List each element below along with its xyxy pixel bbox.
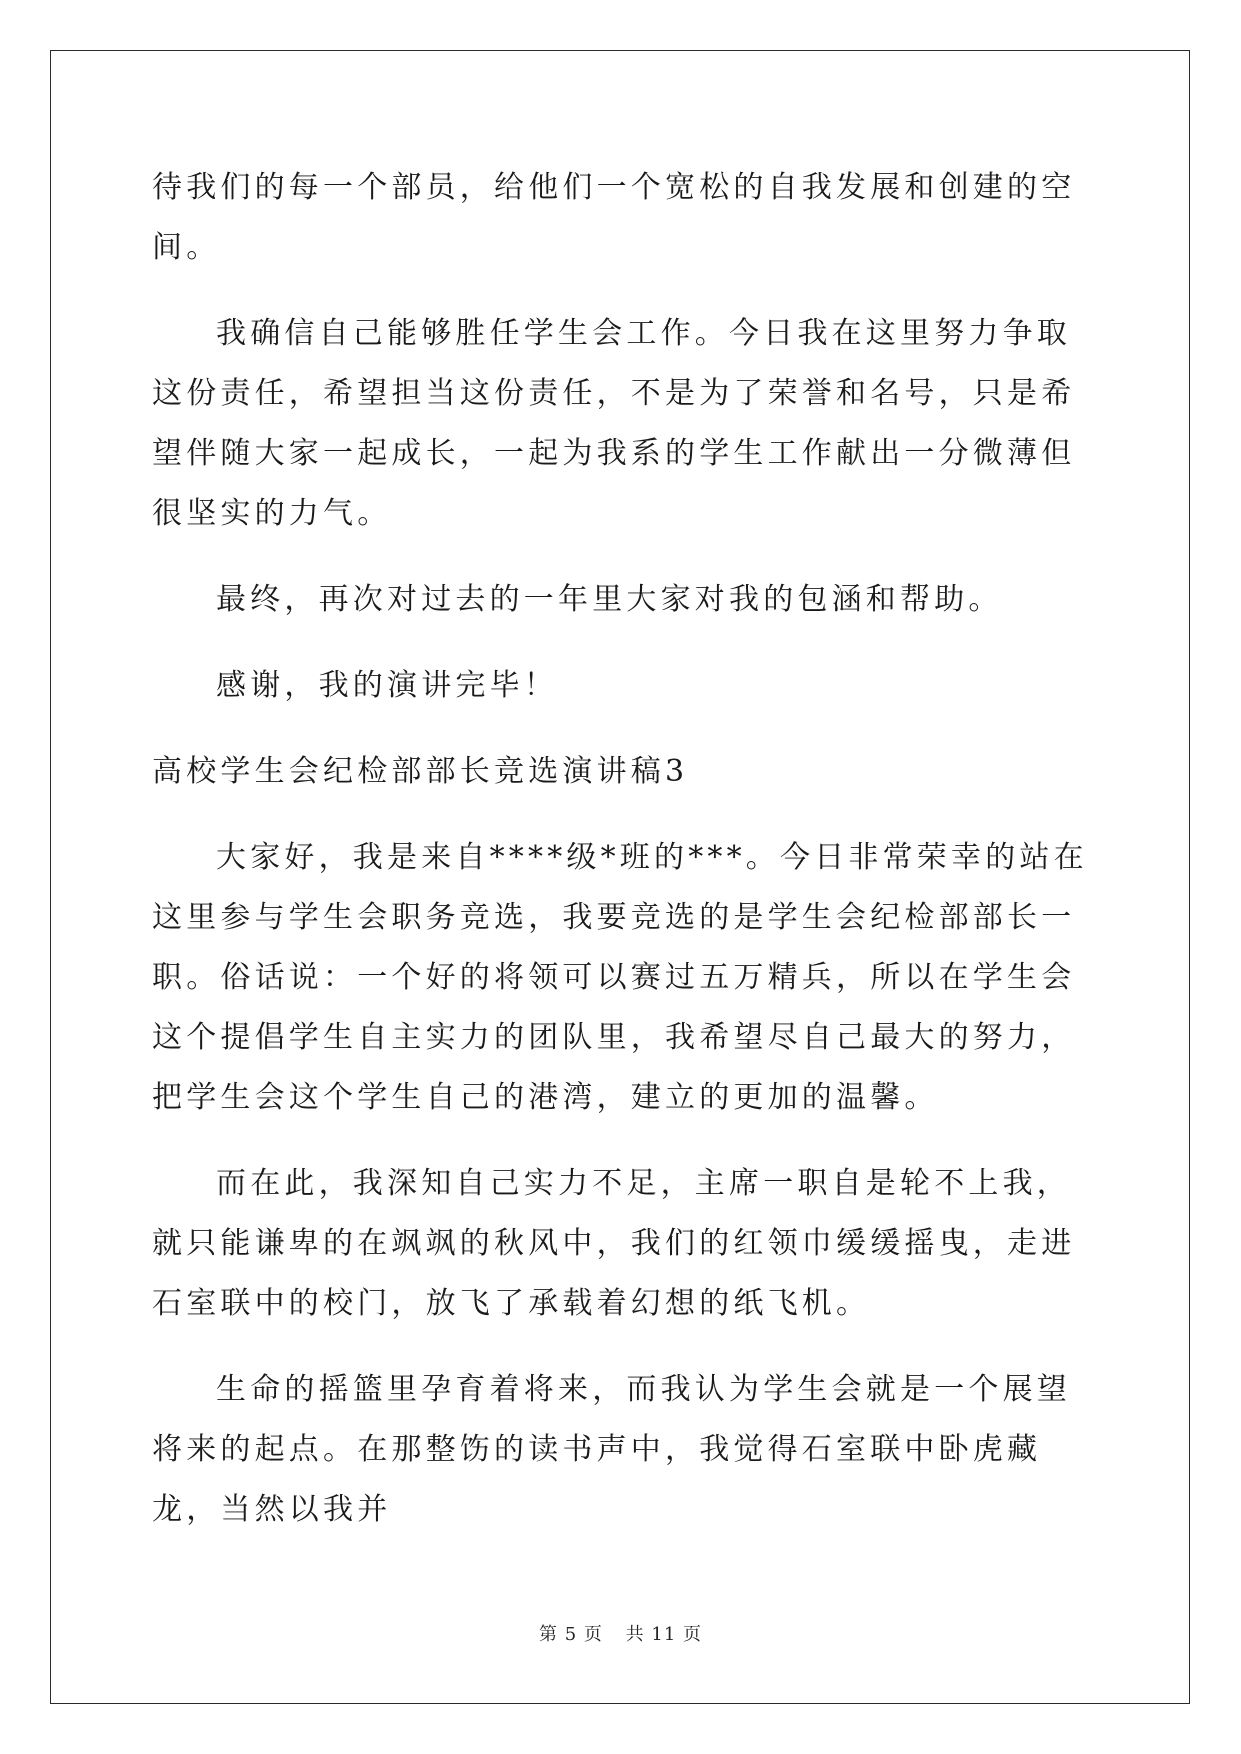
paragraph-4: 感谢，我的演讲完毕！ bbox=[216, 668, 558, 703]
paragraph-7: 生命的摇篮里孕育着将来，而我认为学生会就是一个展望将来的起点。在那整饬的读书声中，我觉得石室联中卧虎藏龙，当然以我并 bbox=[152, 1372, 1071, 1527]
page-total: 共 11 页 bbox=[625, 1624, 702, 1645]
paragraph-1: 待我们的每一个部员，给他们一个宽松的自我发展和创建的空间。 bbox=[152, 170, 1076, 265]
document-body bbox=[152, 158, 1089, 1540]
page-number: 第 5 页 bbox=[539, 1624, 603, 1645]
paragraph-2: 我确信自己能够胜任学生会工作。今日我在这里努力争取这份责任，希望担当这份责任，不是为了荣誉和名号，只是希望伴随大家一起成长，一起为我系的学生工作献出一分微薄但很坚实的力气。 bbox=[152, 316, 1076, 531]
page-footer bbox=[0, 1620, 1241, 1646]
paragraph-5: 大家好，我是来自****级*班的***。今日非常荣幸的站在这里参与学生会职务竞选，我要竞选的是学生会纪检部部长一职。俗话说：一个好的将领可以赛过五万精兵，所以在学生会这个提倡学生自主实力的团队里，我希望尽自己最大的努力，把学生会这个学生自己的港湾，建立的更加的温馨。 bbox=[152, 840, 1088, 1115]
section-heading: 高校学生会纪检部部长竞选演讲稿3 bbox=[152, 754, 689, 789]
paragraph-6: 而在此，我深知自己实力不足，主席一职自是轮不上我，就只能谦卑的在飒飒的秋风中，我们的红领巾缓缓摇曳，走进石室联中的校门，放飞了承载着幻想的纸飞机。 bbox=[152, 1166, 1076, 1321]
paragraph-3: 最终，再次对过去的一年里大家对我的包涵和帮助。 bbox=[216, 582, 1003, 617]
